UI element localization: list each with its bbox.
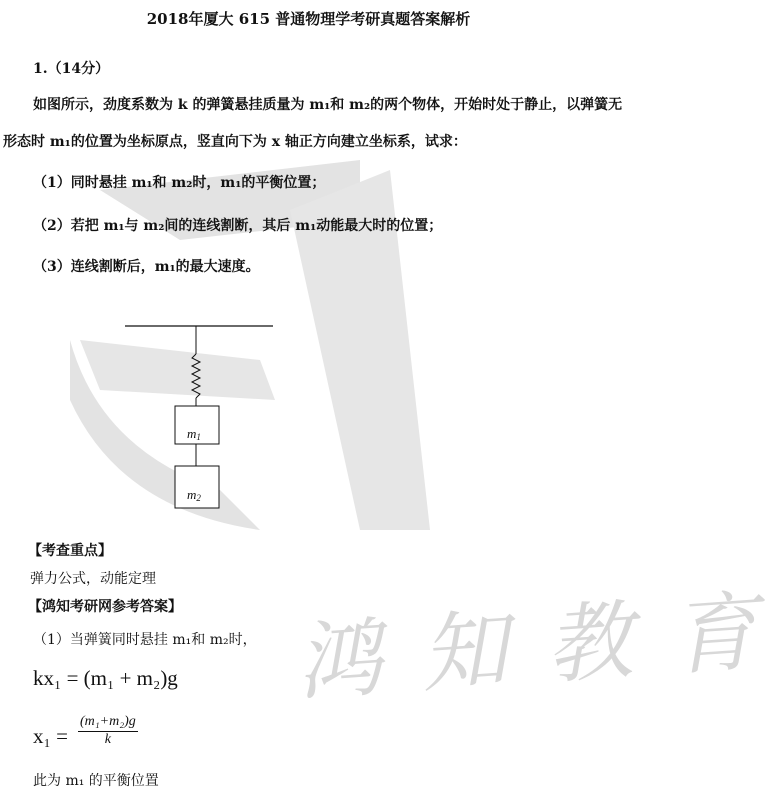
answer-step-1: （1）当弹簧同时悬挂 m₁和 m₂时， [33, 632, 257, 648]
key-points-heading: 【考查重点】 [28, 543, 112, 559]
sub-question-1: （1）同时悬挂 m₁和 m₂时，m₁的平衡位置； [33, 175, 326, 191]
formula-equilibrium: kx₁ = (m₁ + m₂)g [33, 666, 178, 690]
fraction-numerator: (m₁+m₂)g [78, 714, 138, 732]
watermark-text: 鸿 知 教 育 [292, 581, 767, 715]
mass-1-label: $m_1$ [187, 426, 201, 442]
spring-coil [192, 354, 200, 398]
page-title: 2018年厦大 615 普通物理学考研真题答案解析 [146, 10, 471, 28]
question-intro-line2: 形态时 m₁的位置为坐标原点，竖直向下为 x 轴正方向建立坐标系，试求： [3, 134, 467, 150]
answer-heading: 【鸿知考研网参考答案】 [28, 599, 182, 615]
mass-2-label: $m_2$ [187, 487, 201, 503]
formula-x1-lhs: x₁ = [33, 724, 68, 748]
sub-question-3: （3）连线割断后，m₁的最大速度。 [33, 259, 260, 275]
question-number: 1.（14分） [33, 61, 110, 77]
question-intro-line1: 如图所示，劲度系数为 k 的弹簧悬挂质量为 m₁和 m₂的两个物体，开始时处于静止，以弹簧无 [33, 97, 623, 113]
fraction-denominator: k [104, 732, 111, 747]
sub-question-2: （2）若把 m₁与 m₂间的连线割断，其后 m₁动能最大时的位置； [33, 218, 443, 234]
key-points-content: 弹力公式，动能定理 [30, 571, 156, 587]
formula-x1-fraction [78, 714, 138, 748]
answer-conclusion: 此为 m₁ 的平衡位置 [33, 773, 159, 789]
